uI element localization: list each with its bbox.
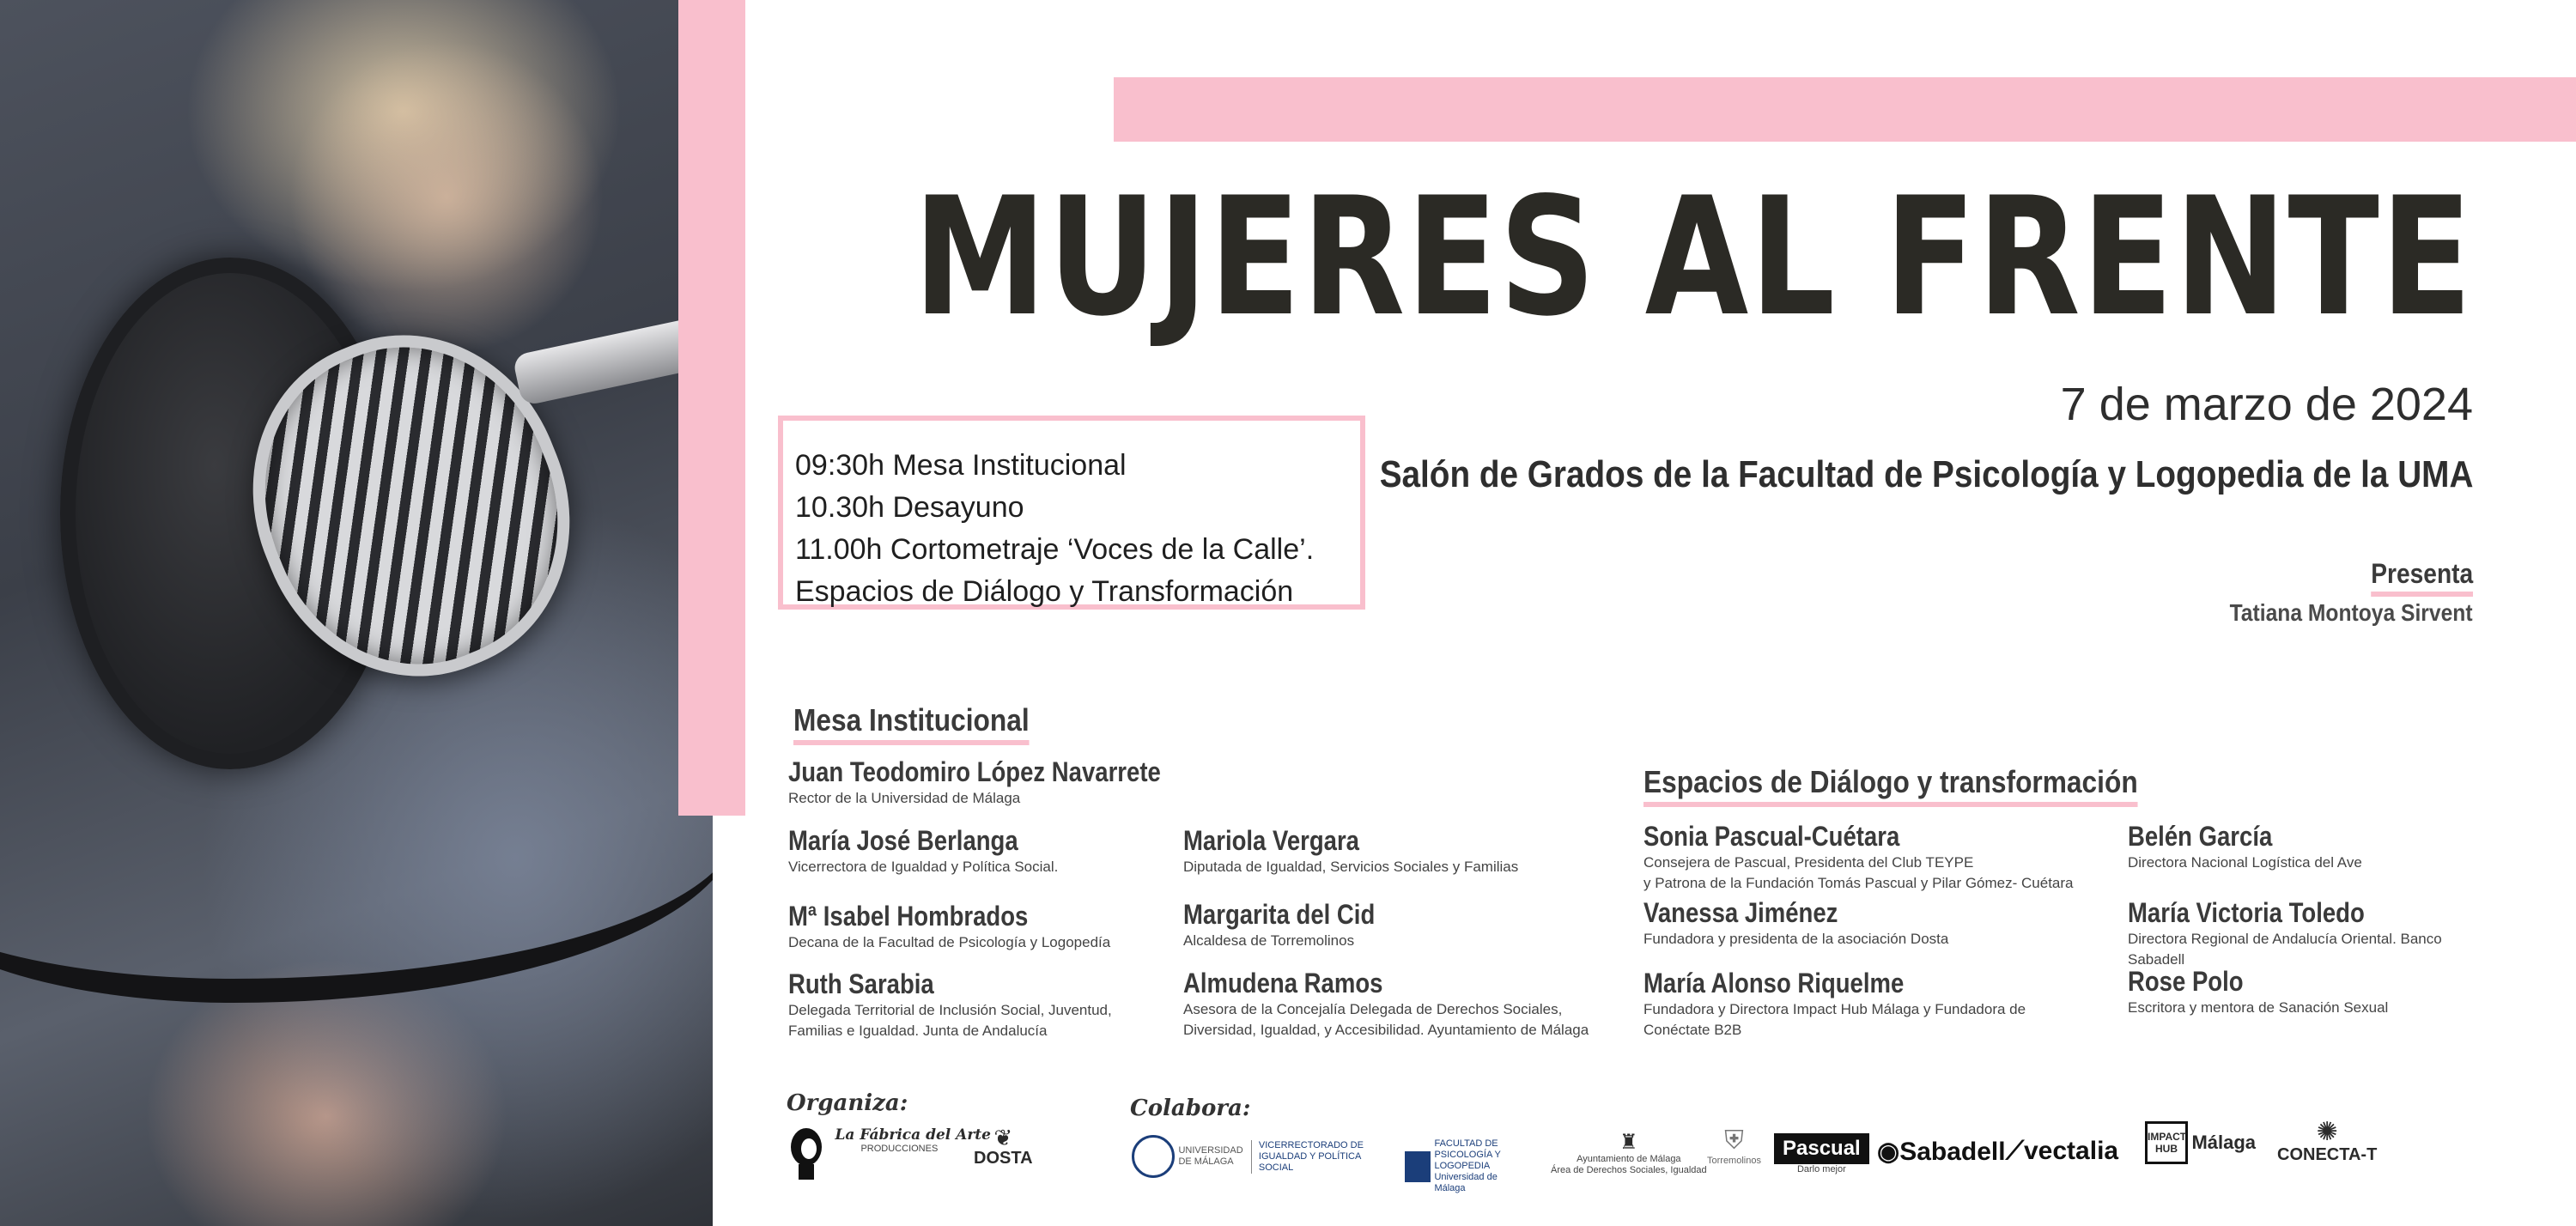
speaker-role: Familias e Igualdad. Junta de Andalucía [788, 1023, 1048, 1039]
speaker-name: Margarita del Cid [1183, 899, 1376, 930]
torremolinos-logo [1707, 1126, 1761, 1167]
sabadell-icon: ◉ [1877, 1138, 1900, 1166]
crest-icon: ♜ [1619, 1131, 1638, 1154]
ayuntamiento-logo [1551, 1132, 1707, 1176]
schedule-item: 09:30h Mesa Institucional [795, 449, 1127, 482]
speaker-role: Consejera de Pascual, Presidenta del Club TEYPE [1643, 854, 1974, 871]
mesa-heading: Mesa Institucional [793, 702, 1030, 745]
dosta-logo [974, 1126, 1033, 1168]
psicologia-logo-text: FACULTAD DE PSICOLOGÍA Y LOGOPEDIA Universidad de Málaga [1434, 1138, 1501, 1193]
speaker-role: Fundadora y presidenta de la asociación Dosta [1643, 931, 1949, 947]
vectalia-icon: ⟋ [2006, 1137, 2024, 1165]
speaker-name: María Victoria Toledo [2128, 897, 2365, 928]
fabrica-logo-sub: PRODUCCIONES [860, 1144, 939, 1154]
impact-hub-logo-text: IMPACT HUB [2145, 1121, 2188, 1164]
speaker [2128, 896, 2442, 970]
sabadell-logo-text: Sabadell [1899, 1138, 2006, 1166]
speaker-name: Juan Teodomiro López Navarrete [788, 756, 1161, 787]
vectalia-logo-text: vectalia [2024, 1137, 2119, 1165]
uma-logo [1132, 1135, 1369, 1178]
impact-hub-city: Málaga [2191, 1132, 2257, 1153]
pascual-logo [1774, 1133, 1869, 1175]
impact-hub-logo [2145, 1121, 2256, 1164]
presenta-label: Presenta [2371, 558, 2473, 597]
schedule-item: 10.30h Desayuno [795, 491, 1024, 524]
speaker [788, 900, 1110, 953]
network-icon: ✺ [2316, 1118, 2338, 1146]
speaker-role: Diputada de Igualdad, Servicios Sociales y Familias [1183, 859, 1519, 875]
vectalia-logo [2006, 1137, 2118, 1166]
espacios-heading: Espacios de Diálogo y transformación [1643, 764, 2138, 807]
speaker-role: Decana de la Facultad de Psicología y Logopedía [788, 934, 1111, 950]
speaker-role: Sabadell [2128, 951, 2185, 968]
speaker-role: Escritora y mentora de Sanación Sexual [2128, 999, 2389, 1016]
speaker-role: Rector de la Universidad de Málaga [788, 790, 1021, 806]
conecta-logo [2277, 1120, 2377, 1165]
speaker [788, 968, 1112, 1041]
uma-seal-icon [1132, 1135, 1175, 1178]
speaker [1643, 967, 2026, 1041]
speaker-role: Delegada Territorial de Inclusión Social, Juventud, [788, 1002, 1112, 1018]
ayuntamiento-logo-sub: Área de Derechos Sociales, Igualdad [1551, 1165, 1707, 1175]
speaker [788, 824, 1058, 877]
face-icon [787, 1126, 826, 1180]
speaker [2128, 965, 2388, 1018]
speaker [1643, 820, 2074, 894]
speaker [1643, 896, 1948, 950]
organiza-label: Organiza: [787, 1090, 908, 1116]
speaker-name: Sonia Pascual-Cuétara [1643, 821, 1900, 852]
speaker [1183, 967, 1589, 1041]
speaker-role: Asesora de la Concejalía Delegada de Derechos Sociales, [1183, 1001, 1563, 1017]
speaker-role: Vicerrectora de Igualdad y Política Social. [788, 859, 1059, 875]
colabora-label: Colabora: [1130, 1096, 1251, 1121]
hero-photo [0, 0, 713, 1226]
speaker-role: y Patrona de la Fundación Tomás Pascual y Pilar Gómez- Cuétara [1643, 875, 2074, 891]
speaker-name: María José Berlanga [788, 825, 1018, 856]
event-title: MUJERES AL FRENTE [913, 162, 2473, 352]
shield-icon [1405, 1151, 1431, 1182]
schedule-box [778, 416, 1365, 610]
speaker-role: Fundadora y Directora Impact Hub Málaga y Fundadora de [1643, 1001, 2026, 1017]
pascual-logo-sub: Darlo mejor [1796, 1164, 1846, 1174]
speaker-role: Alcaldesa de Torremolinos [1183, 932, 1355, 949]
speaker-name: Vanessa Jiménez [1643, 897, 1838, 928]
speaker [1183, 824, 1518, 877]
torremolinos-logo-text: Torremolinos [1707, 1156, 1761, 1166]
event-date: 7 de marzo de 2024 [2060, 379, 2473, 430]
psicologia-logo [1405, 1138, 1530, 1194]
speaker-name: Ruth Sarabia [788, 968, 934, 999]
speaker-role: Directora Nacional Logística del Ave [2128, 854, 2362, 871]
uma-vice-text: VICERRECTORADO DE IGUALDAD Y POLÍTICA SOCIAL [1251, 1140, 1369, 1174]
speaker-role: Diversidad, Igualdad, y Accesibilidad. Ayuntamiento de Málaga [1183, 1022, 1589, 1038]
fabrica-logo-text: La Fábrica del Arte [835, 1126, 991, 1144]
schedule-item: Espacios de Diálogo y Transformación [795, 575, 1294, 608]
pink-accent-vertical [678, 0, 745, 816]
uma-logo-text: UNIVERSIDAD DE MÁLAGA [1178, 1145, 1243, 1167]
speaker [788, 756, 1221, 809]
leaf-icon: ❦ [993, 1125, 1013, 1150]
ayuntamiento-logo-text: Ayuntamiento de Málaga [1577, 1154, 1681, 1164]
mic-gooseneck [0, 704, 713, 1003]
speaker-name: Mª Isabel Hombrados [788, 901, 1029, 932]
sabadell-logo [1877, 1137, 2006, 1167]
fabrica-logo [787, 1126, 991, 1184]
dosta-logo-text: DOSTA [974, 1149, 1033, 1168]
schedule-item: 11.00h Cortometraje ‘Voces de la Calle’. [795, 533, 1315, 566]
speaker-name: Mariola Vergara [1183, 825, 1359, 856]
speaker-name: María Alonso Riquelme [1643, 968, 1905, 998]
speaker-name: Belén García [2128, 821, 2273, 852]
conecta-logo-text: CONECTA-T [2277, 1145, 2378, 1164]
presenta-name: Tatiana Montoya Sirvent [2230, 599, 2473, 626]
event-venue: Salón de Grados de la Facultad de Psicología y Logopedia de la UMA [1379, 453, 2473, 495]
pink-accent-horizontal [1114, 77, 2576, 142]
speaker-name: Rose Polo [2128, 966, 2244, 997]
pascual-logo-text: Pascual [1774, 1133, 1869, 1164]
speaker [2128, 820, 2362, 873]
speaker-role: Directora Regional de Andalucía Oriental. Banco [2128, 931, 2442, 947]
speaker-name: Almudena Ramos [1183, 968, 1383, 998]
speaker [1183, 898, 1406, 951]
speaker-role: Conéctate B2B [1643, 1022, 1742, 1038]
crest-icon: ⛨ [1724, 1126, 1744, 1155]
